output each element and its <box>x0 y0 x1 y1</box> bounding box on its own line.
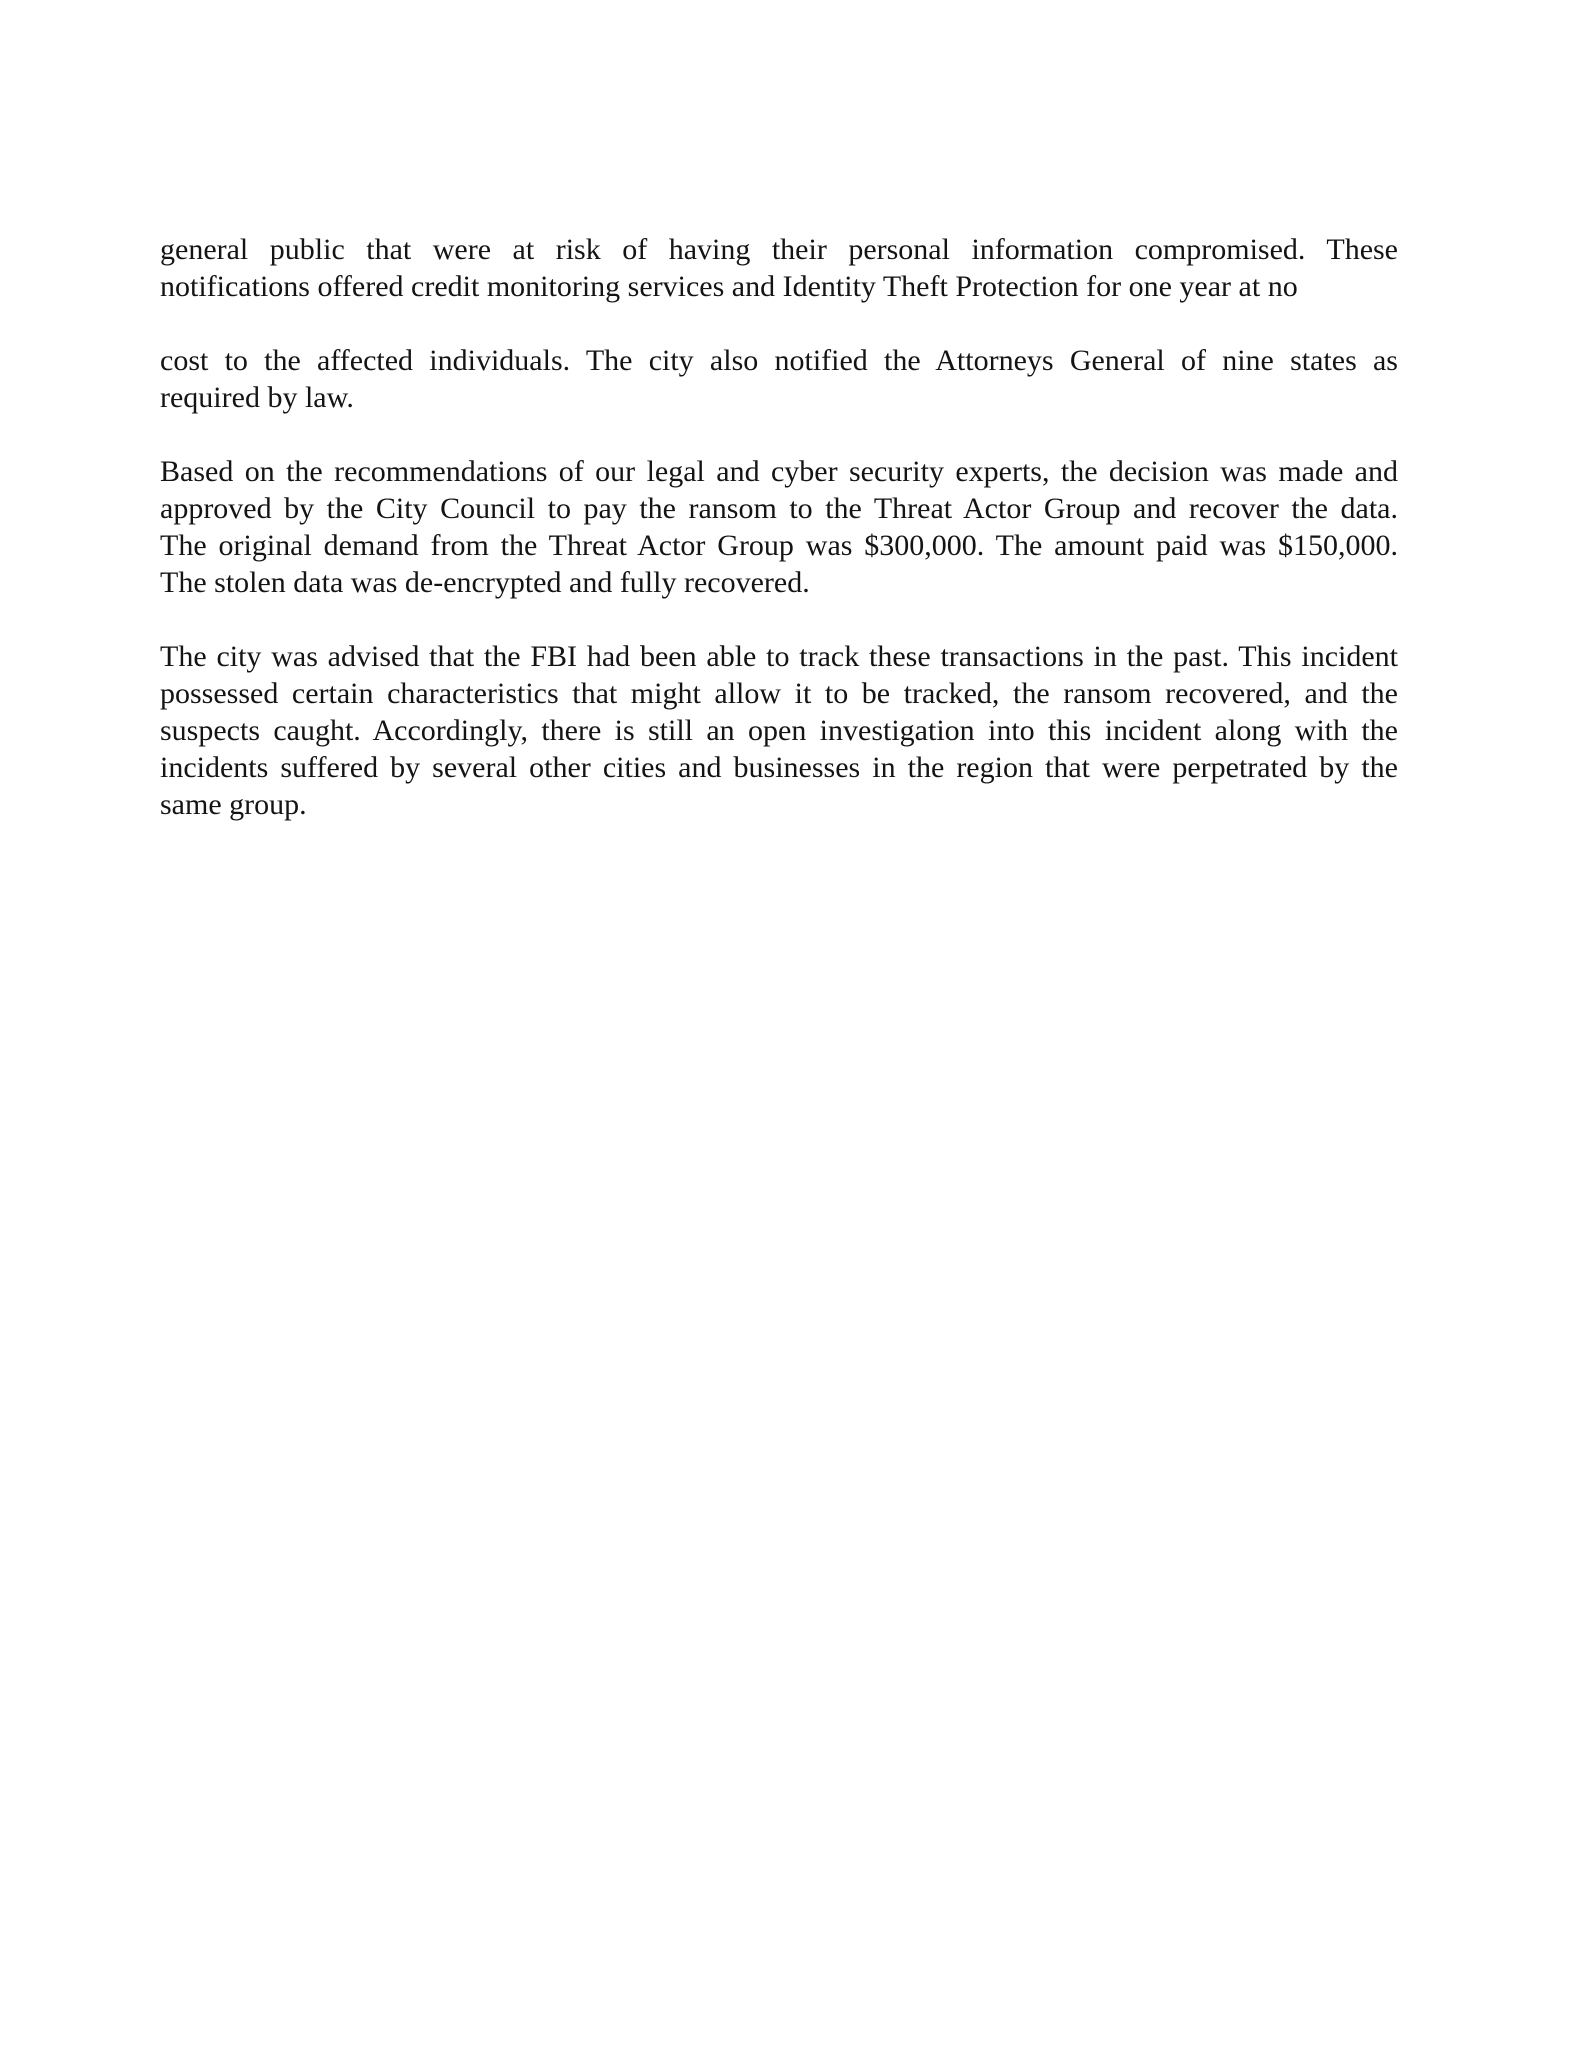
text-line: suspects caught. Accordingly, there is still an open investigation into this incident along with the <box>160 714 1398 747</box>
text-line: cost to the affected individuals. The city also notified the Attorneys General of nine states as <box>160 344 1398 377</box>
text-line: same group. <box>160 788 307 821</box>
text-line: The original demand from the Threat Actor Group was $300,000. The amount paid was $150,000. <box>160 529 1398 562</box>
document-body <box>160 231 1398 860</box>
text-line: general public that were at risk of having their personal information compromised. These <box>160 233 1398 266</box>
text-line: The stolen data was de-encrypted and fully recovered. <box>160 566 810 599</box>
text-line: Based on the recommendations of our legal and cyber security experts, the decision was made and <box>160 455 1398 488</box>
paragraph <box>160 231 1398 305</box>
text-line: incidents suffered by several other cities and businesses in the region that were perpetrated by the <box>160 751 1398 784</box>
text-line: approved by the City Council to pay the ransom to the Threat Actor Group and recover the data. <box>160 492 1398 525</box>
paragraph <box>160 342 1398 416</box>
paragraph <box>160 638 1398 823</box>
text-line: possessed certain characteristics that might allow it to be tracked, the ransom recovered, and the <box>160 677 1398 710</box>
text-line: The city was advised that the FBI had been able to track these transactions in the past. This incident <box>160 640 1398 673</box>
text-line: required by law. <box>160 381 354 414</box>
text-line: notifications offered credit monitoring services and Identity Theft Protection for one year at no <box>160 270 1298 303</box>
paragraph <box>160 453 1398 601</box>
